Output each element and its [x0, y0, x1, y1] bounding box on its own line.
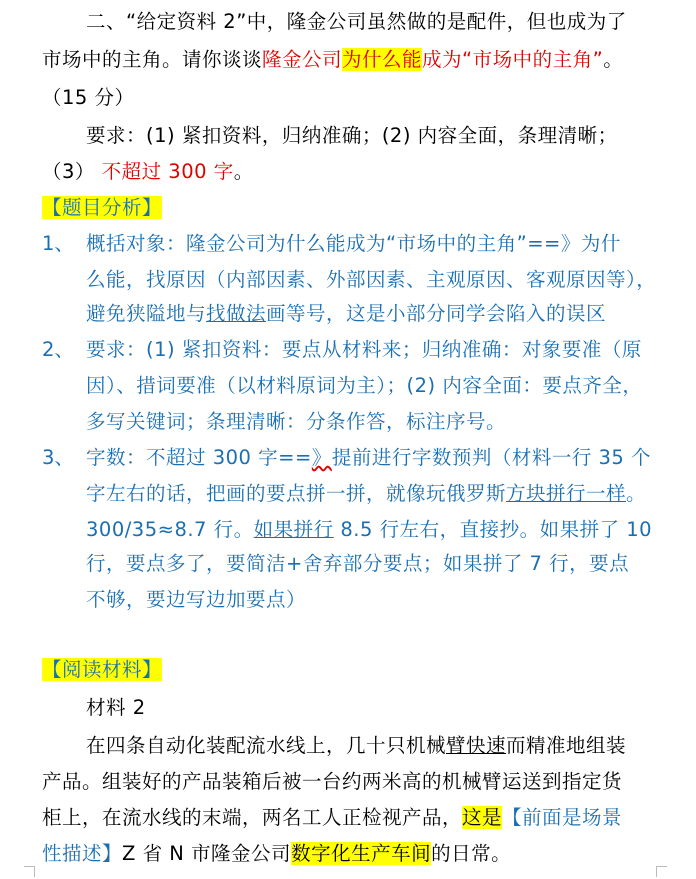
analysis-item-1-line-3: 避免狭隘地与找做法画等号，这是小部分同学会陷入的误区	[86, 302, 607, 325]
corner-mark-bottom-right	[656, 866, 667, 877]
requirement-line-1: 要求：(1) 紧扣资料，归纳准确；(2) 内容全面，条理清晰；	[86, 124, 618, 147]
analysis-item-2-line-1: 要求：(1) 紧扣资料：要点从材料来；归纳准确：对象要准（原	[86, 338, 642, 361]
analysis-item-2-line-3: 多写关键词；条理清晰：分条作答，标注序号。	[86, 410, 507, 433]
material-line-3: 柜上，在流水线的末端，两名工人正检视产品，这是【前面是场景	[42, 806, 623, 829]
question-line-2: 市场中的主角。请你谈谈隆金公司为什么能成为“市场中的主角”。	[42, 48, 624, 71]
analysis-item-3-line-2: 字左右的话，把画的要点拼一拼，就像玩俄罗斯方块拼行一样。	[86, 482, 647, 505]
analysis-heading: 【题目分析】	[42, 196, 163, 219]
corner-mark-bottom-left	[24, 866, 35, 877]
analysis-item-3-line-1: 字数：不超过 300 字==》提前进行字数预判（材料一行 35 个	[86, 446, 652, 469]
requirement-line-2: （3） 不超过 300 字。	[42, 160, 254, 183]
analysis-item-3-line-4: 行，要点多了，要简洁+舍弃部分要点；如果拼了 7 行，要点	[86, 552, 630, 575]
analysis-item-1-line-1: 概括对象：隆金公司为什么能成为“市场中的主角”==》为什	[86, 232, 621, 255]
question-line-1: 二、“给定资料 2”中，隆金公司虽然做的是配件，但也成为了	[86, 10, 627, 33]
analysis-item-3-line-3: 300/35≈8.7 行。如果拼行 8.5 行左右，直接抄。如果拼了 10	[86, 518, 653, 541]
analysis-item-1-number: 1、	[42, 232, 74, 255]
analysis-item-1-line-2: 么能，找原因（内部因素、外部因素、主观原因、客观原因等），	[86, 268, 657, 291]
material-line-2: 产品。组装好的产品装箱后被一台约两米高的机械臂运送到指定货	[42, 770, 623, 793]
analysis-item-2-line-2: 因）、措词要准（以材料原词为主）；(2) 内容全面：要点齐全，	[86, 374, 643, 397]
analysis-item-2-number: 2、	[42, 338, 74, 361]
material-line-4: 性描述】Z 省 N 市隆金公司数字化生产车间的日常。	[42, 842, 512, 865]
question-score: （15 分）	[42, 86, 135, 109]
analysis-item-3-line-5: 不够，要边写边加要点）	[86, 588, 307, 611]
material-title: 材料 2	[86, 696, 146, 719]
analysis-item-3-number: 3、	[42, 446, 74, 469]
material-line-1: 在四条自动化装配流水线上，几十只机械臂快速而精准地组装	[86, 734, 627, 757]
reading-heading: 【阅读材料】	[42, 658, 163, 681]
